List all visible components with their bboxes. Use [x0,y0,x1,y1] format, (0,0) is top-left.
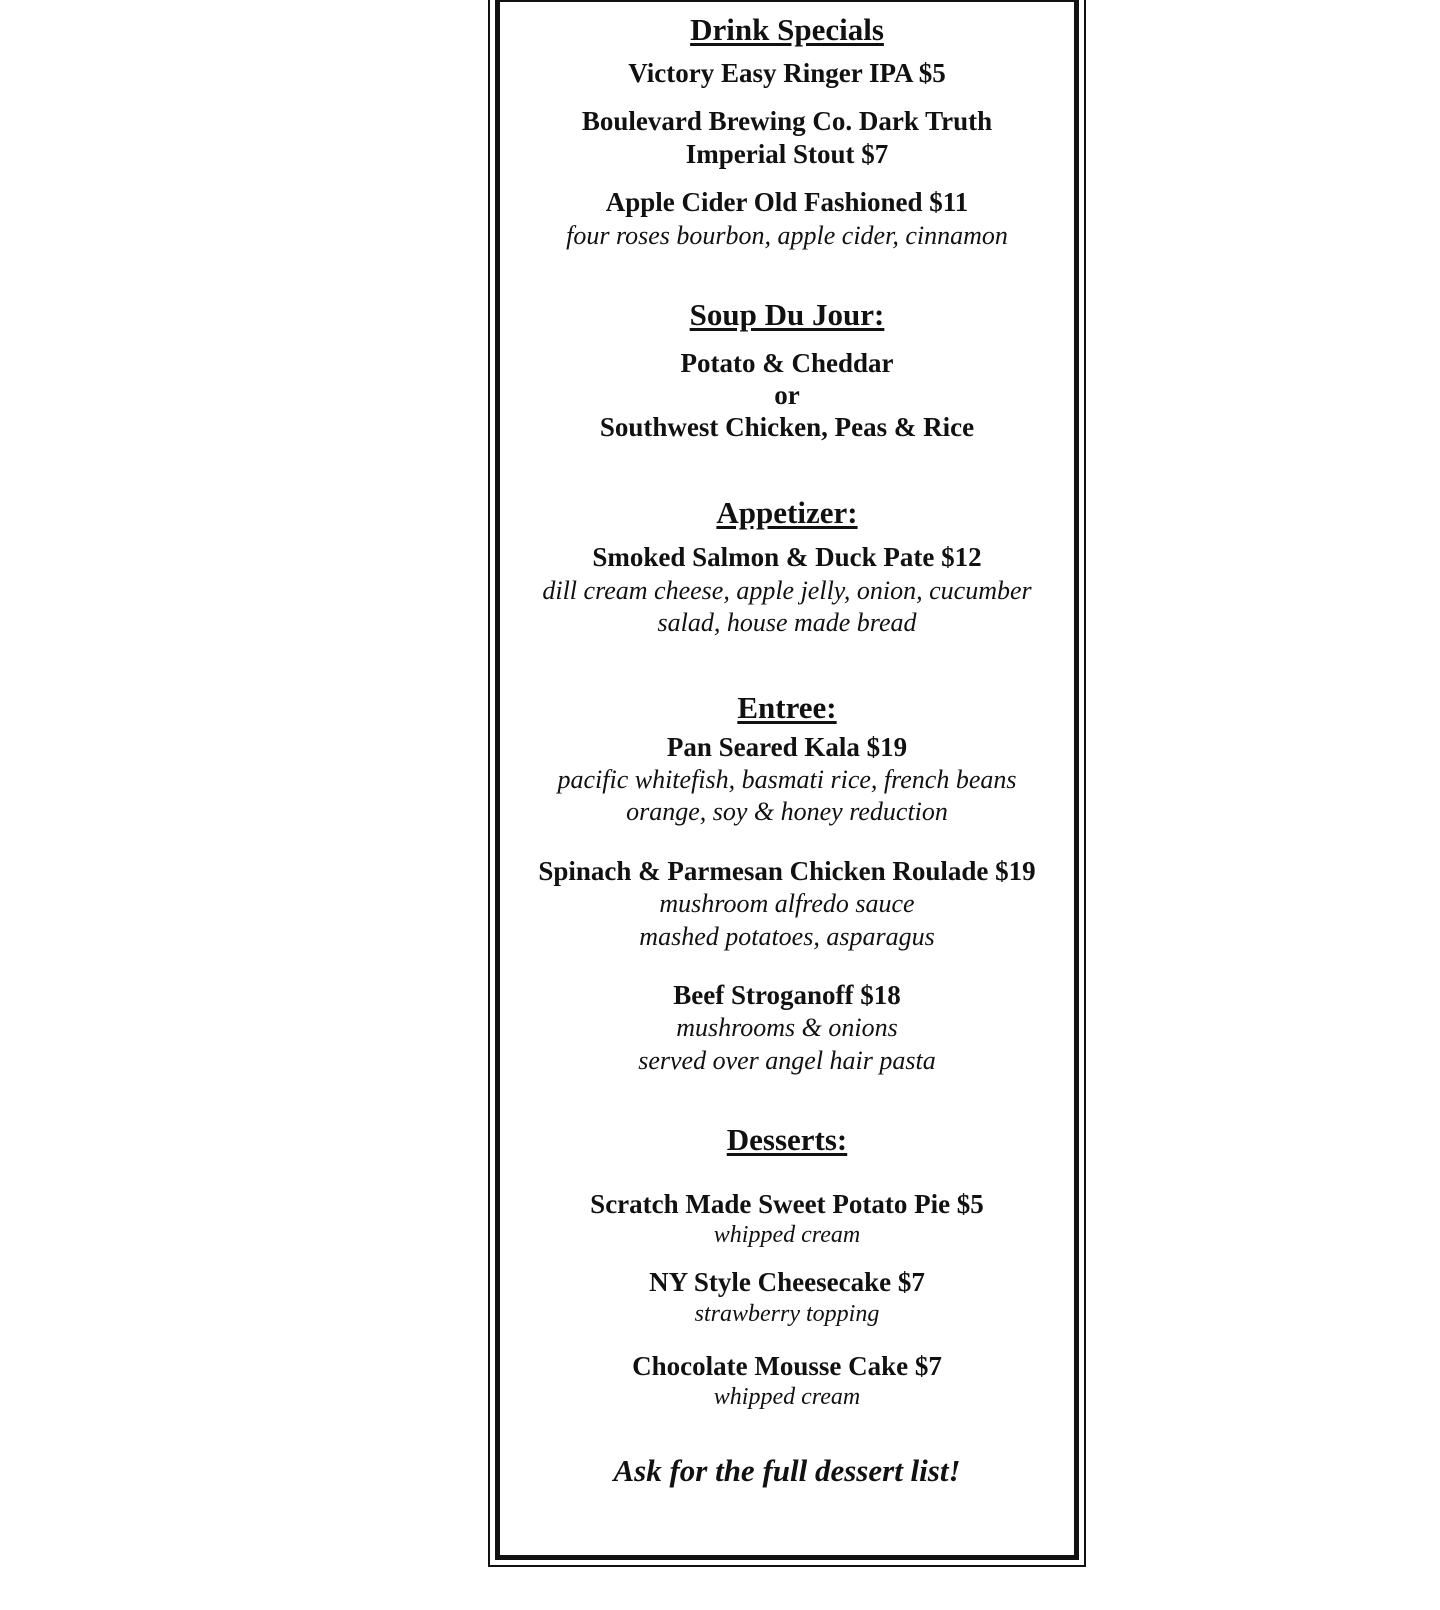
entree-item-kala: Pan Seared Kala $19 [666,732,908,762]
dessert-item-mousse: Chocolate Mousse Cake $7 [632,1351,942,1381]
drink-item-stout-line1: Boulevard Brewing Co. Dark Truth [581,106,993,136]
entree-item-stroganoff-desc-line1: mushrooms & onions [676,1013,898,1042]
desserts-heading: Desserts: [726,1122,848,1157]
dessert-item-pie: Scratch Made Sweet Potato Pie $5 [590,1189,984,1219]
drink-item-stout-line2: Imperial Stout $7 [685,139,889,169]
dessert-item-cheesecake: NY Style Cheesecake $7 [649,1267,925,1297]
drink-item-ipa: Victory Easy Ringer IPA $5 [628,58,946,88]
entree-item-roulade-desc-line1: mushroom alfredo sauce [659,889,915,918]
soup-option-1: Potato & Cheddar [680,348,894,378]
soup-heading: Soup Du Jour: [689,297,885,332]
dessert-list-note: Ask for the full dessert list! [613,1453,961,1488]
menu-page [498,0,1076,1560]
appetizer-desc-line2: salad, house made bread [657,608,917,637]
entree-item-kala-desc-line2: orange, soy & honey reduction [626,797,948,826]
drink-item-old-fashioned-desc: four roses bourbon, apple cider, cinnamon [566,221,1008,250]
entree-item-stroganoff-desc-line2: served over angel hair pasta [638,1046,936,1075]
dessert-item-pie-desc: whipped cream [713,1222,861,1248]
drink-specials-heading: Drink Specials [690,12,884,47]
soup-option-2: Southwest Chicken, Peas & Rice [599,412,975,442]
entree-item-roulade: Spinach & Parmesan Chicken Roulade $19 [538,856,1036,886]
appetizer-desc-line1: dill cream cheese, apple jelly, onion, cucumber [542,576,1032,605]
appetizer-heading: Appetizer: [716,495,858,530]
entree-heading: Entree: [737,690,837,725]
dessert-item-cheesecake-desc: strawberry topping [694,1301,880,1327]
entree-item-kala-desc-line1: pacific whitefish, basmati rice, french beans [557,765,1017,794]
appetizer-item: Smoked Salmon & Duck Pate $12 [592,542,982,572]
entree-item-stroganoff: Beef Stroganoff $18 [673,980,901,1010]
dessert-item-mousse-desc: whipped cream [713,1384,861,1410]
entree-item-roulade-desc-line2: mashed potatoes, asparagus [639,922,935,951]
soup-separator: or [774,380,800,410]
drink-item-old-fashioned: Apple Cider Old Fashioned $11 [605,187,969,217]
